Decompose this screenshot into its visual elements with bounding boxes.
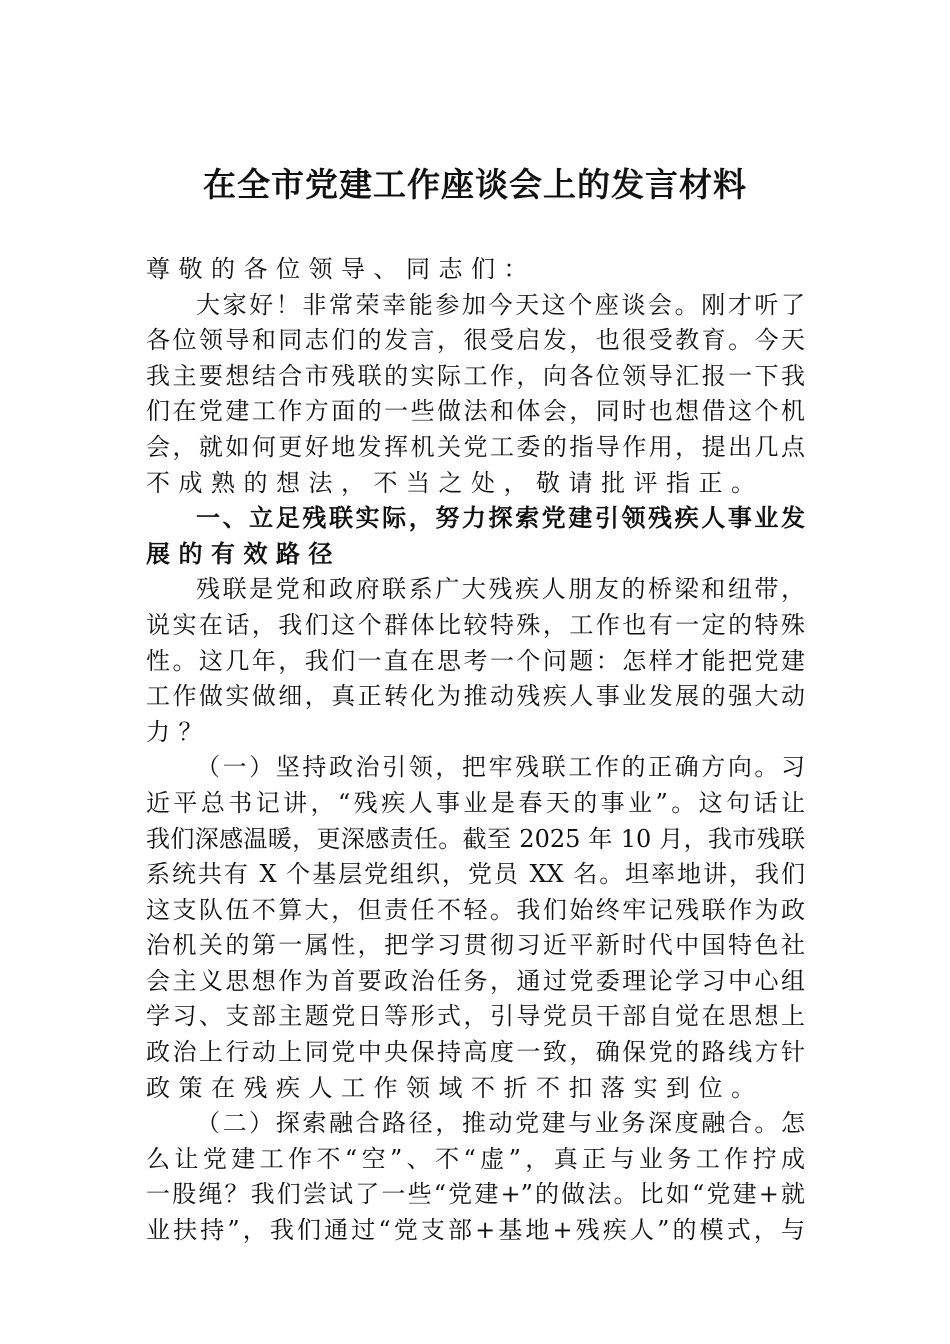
section-heading bbox=[146, 501, 805, 572]
text-line: 性。这几年，我们一直在思考一个问题：怎样才能把党建 bbox=[146, 646, 805, 675]
document-title: 在全市党建工作座谈会上的发言材料 bbox=[203, 165, 747, 204]
text-line: 政治上行动上同党中央保持高度一致，确保党的路线方针 bbox=[146, 1038, 805, 1067]
text-line: 我主要想结合市残联的实际工作，向各位领导汇报一下我 bbox=[146, 361, 805, 390]
paragraph bbox=[146, 1106, 805, 1248]
text-line: 治机关的第一属性，把学习贯彻习近平新时代中国特色社 bbox=[146, 931, 805, 960]
text-line: 这支队伍不算大，但责任不轻。我们始终牢记残联作为政 bbox=[146, 895, 805, 924]
text-line: 力？ bbox=[146, 717, 211, 746]
text-line: 不成熟的想法，不当之处，敬请批评指正。 bbox=[146, 468, 764, 497]
paragraph bbox=[146, 252, 805, 288]
text-line: 残联是党和政府联系广大残疾人朋友的桥梁和纽带， bbox=[196, 575, 805, 604]
text-line: 我们深感温暖，更深感责任。截至 2025 年 10 月，我市残联 bbox=[146, 824, 805, 853]
text-line: 业扶持”，我们通过“党支部+基地+残疾人”的模式，与 bbox=[146, 1216, 805, 1245]
document-body bbox=[146, 252, 805, 1249]
paragraph bbox=[146, 572, 805, 750]
text-line: 系统共有 X 个基层党组织，党员 XX 名。坦率地讲，我们 bbox=[146, 860, 805, 889]
text-line: 各位领导和同志们的发言，很受启发，也很受教育。今天 bbox=[146, 326, 805, 355]
text-line: 尊敬的各位领导、同志们： bbox=[146, 255, 536, 283]
paragraph bbox=[146, 288, 805, 502]
text-line: 学习、支部主题党日等形式，引导党员干部自觉在思想上 bbox=[146, 1002, 805, 1031]
text-line: 近平总书记讲，“残疾人事业是春天的事业”。这句话让 bbox=[146, 788, 805, 817]
text-line: 大家好！非常荣幸能参加今天这个座谈会。刚才听了 bbox=[196, 290, 805, 319]
text-line: 说实在话，我们这个群体比较特殊，工作也有一定的特殊 bbox=[146, 610, 805, 639]
text-line: 会主义思想作为首要政治任务，通过党委理论学习中心组 bbox=[146, 966, 805, 995]
text-line: 么让党建工作不“空”、不“虚”，真正与业务工作拧成 bbox=[146, 1144, 805, 1173]
text-line: 展的有效路径 bbox=[146, 539, 341, 568]
text-line: （二）探索融合路径，推动党建与业务深度融合。怎 bbox=[196, 1109, 805, 1138]
text-line: 政策在残疾人工作领域不折不扣落实到位。 bbox=[146, 1073, 764, 1102]
text-line: 一股绳？我们尝试了一些“党建+”的做法。比如“党建+就 bbox=[146, 1180, 805, 1209]
text-line: 们在党建工作方面的一些做法和体会，同时也想借这个机 bbox=[146, 397, 805, 426]
text-line: 工作做实做细，真正转化为推动残疾人事业发展的强大动 bbox=[146, 682, 805, 711]
text-line: 会，就如何更好地发挥机关党工委的指导作用，提出几点 bbox=[146, 432, 805, 461]
paragraph bbox=[146, 750, 805, 1106]
text-line: （一）坚持政治引领，把牢残联工作的正确方向。习 bbox=[196, 753, 805, 782]
text-line: 一、立足残联实际，努力探索党建引领残疾人事业发 bbox=[196, 504, 805, 533]
